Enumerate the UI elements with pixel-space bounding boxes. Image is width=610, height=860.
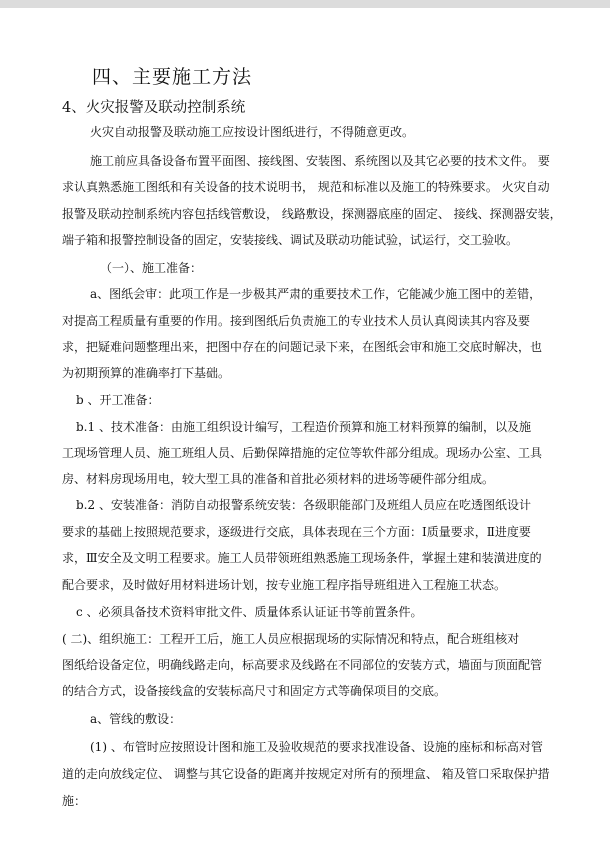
- paragraph-line: 对提高工程质量有重要的作用。接到图纸后负责施工的专业技术人员认真阅读其内容及要: [62, 314, 531, 328]
- paragraph-line: 求认真熟悉施工图纸和有关设备的技术说明书， 规范和标准以及施工的特殊要求。 火灾自动: [62, 180, 550, 194]
- paragraph-line: 工现场管理人员、施工班组人员、后勤保障措施的定位等软件部分组成。现场办公室、工具: [62, 446, 543, 460]
- paragraph-line: 端子箱和报警控制设备的固定，安装接线、调试及联动功能试验，试运行，交工验收。: [62, 233, 519, 247]
- paragraph-line: b.2 、安装准备：消防自动报警系统安装：各级职能部门及班组人员应在吃透图纸设计: [76, 498, 531, 512]
- paragraph-line: a、管线的敷设：: [90, 712, 182, 726]
- paragraph-line: 施：: [62, 794, 87, 808]
- paragraph-line: 为初期预算的准确率打下基础。: [62, 366, 231, 380]
- paragraph-line: (1) 、布管时应按照设计图和施工及验收规范的要求找准设备、设施的座标和标高对管: [90, 740, 543, 754]
- paragraph-line: 的结合方式，设备接线盒的安装标高尺寸和固定方式等确保项目的交底。: [62, 684, 447, 698]
- paragraph-line: 求，把疑难问题整理出来，把图中存在的问题记录下来，在图纸会审和施工交底时解决，也: [62, 340, 543, 354]
- page-title: 四、主要施工方法: [92, 66, 253, 88]
- paragraph-line: a、图纸会审：此项工作是一步极其严肃的重要技术工作，它能减少施工图中的差错，: [90, 287, 542, 301]
- paragraph-line: 求，Ⅲ安全及文明工程要求。施工人员带领班组熟悉施工现场条件，掌握土建和装潢进度的: [62, 551, 542, 565]
- paragraph-line: ( 二)、组织施工：工程开工后，施工人员应根据现场的实际情况和特点，配合班组核对: [62, 632, 520, 646]
- paragraph-line: c 、必须具备技术资料审批文件、质量体系认证证书等前置条件。: [76, 605, 423, 619]
- paragraph-line: 要求的基础上按照规范要求，逐级进行交底，具体表现在三个方面：Ⅰ质量要求，Ⅱ进度要: [62, 525, 531, 539]
- subsection-heading: （一）、施工准备：: [100, 261, 203, 275]
- paragraph-line: 火灾自动报警及联动施工应按设计图纸进行，不得随意更改。: [90, 125, 415, 139]
- paragraph-line: 施工前应具备设备布置平面图、接线图、安装图、系统图以及其它必要的技术文件。 要: [90, 154, 550, 168]
- section-heading: 4、火灾报警及联动控制系统: [62, 100, 246, 116]
- paragraph-line: 图纸给设备定位，明确线路走向，标高要求及线路在不同部位的安装方式，墙面与顶面配管: [62, 658, 543, 672]
- paragraph-line: 报警及联动控制系统内容包括线管敷设， 线路敷设，探测器底座的固定、 接线、探测器安装，: [62, 207, 562, 221]
- paragraph-line: b.1 、技术准备：由施工组织设计编写，工程造价预算和施工材料预算的编制，以及施: [76, 420, 531, 434]
- paragraph-line: b 、开工准备：: [76, 393, 160, 407]
- paragraph-line: 房、材料房现场用电，较大型工具的准备和首批必须材料的进场等硬件部分组成。: [62, 472, 495, 486]
- paragraph-line: 道的走向放线定位、 调整与其它设备的距离并按规定对所有的预埋盒、 箱及管口采取保护措: [62, 767, 550, 781]
- paragraph-line: 配合要求，及时做好用材料进场计划，按专业施工程序指导班组进入工程施工状态。: [62, 578, 507, 592]
